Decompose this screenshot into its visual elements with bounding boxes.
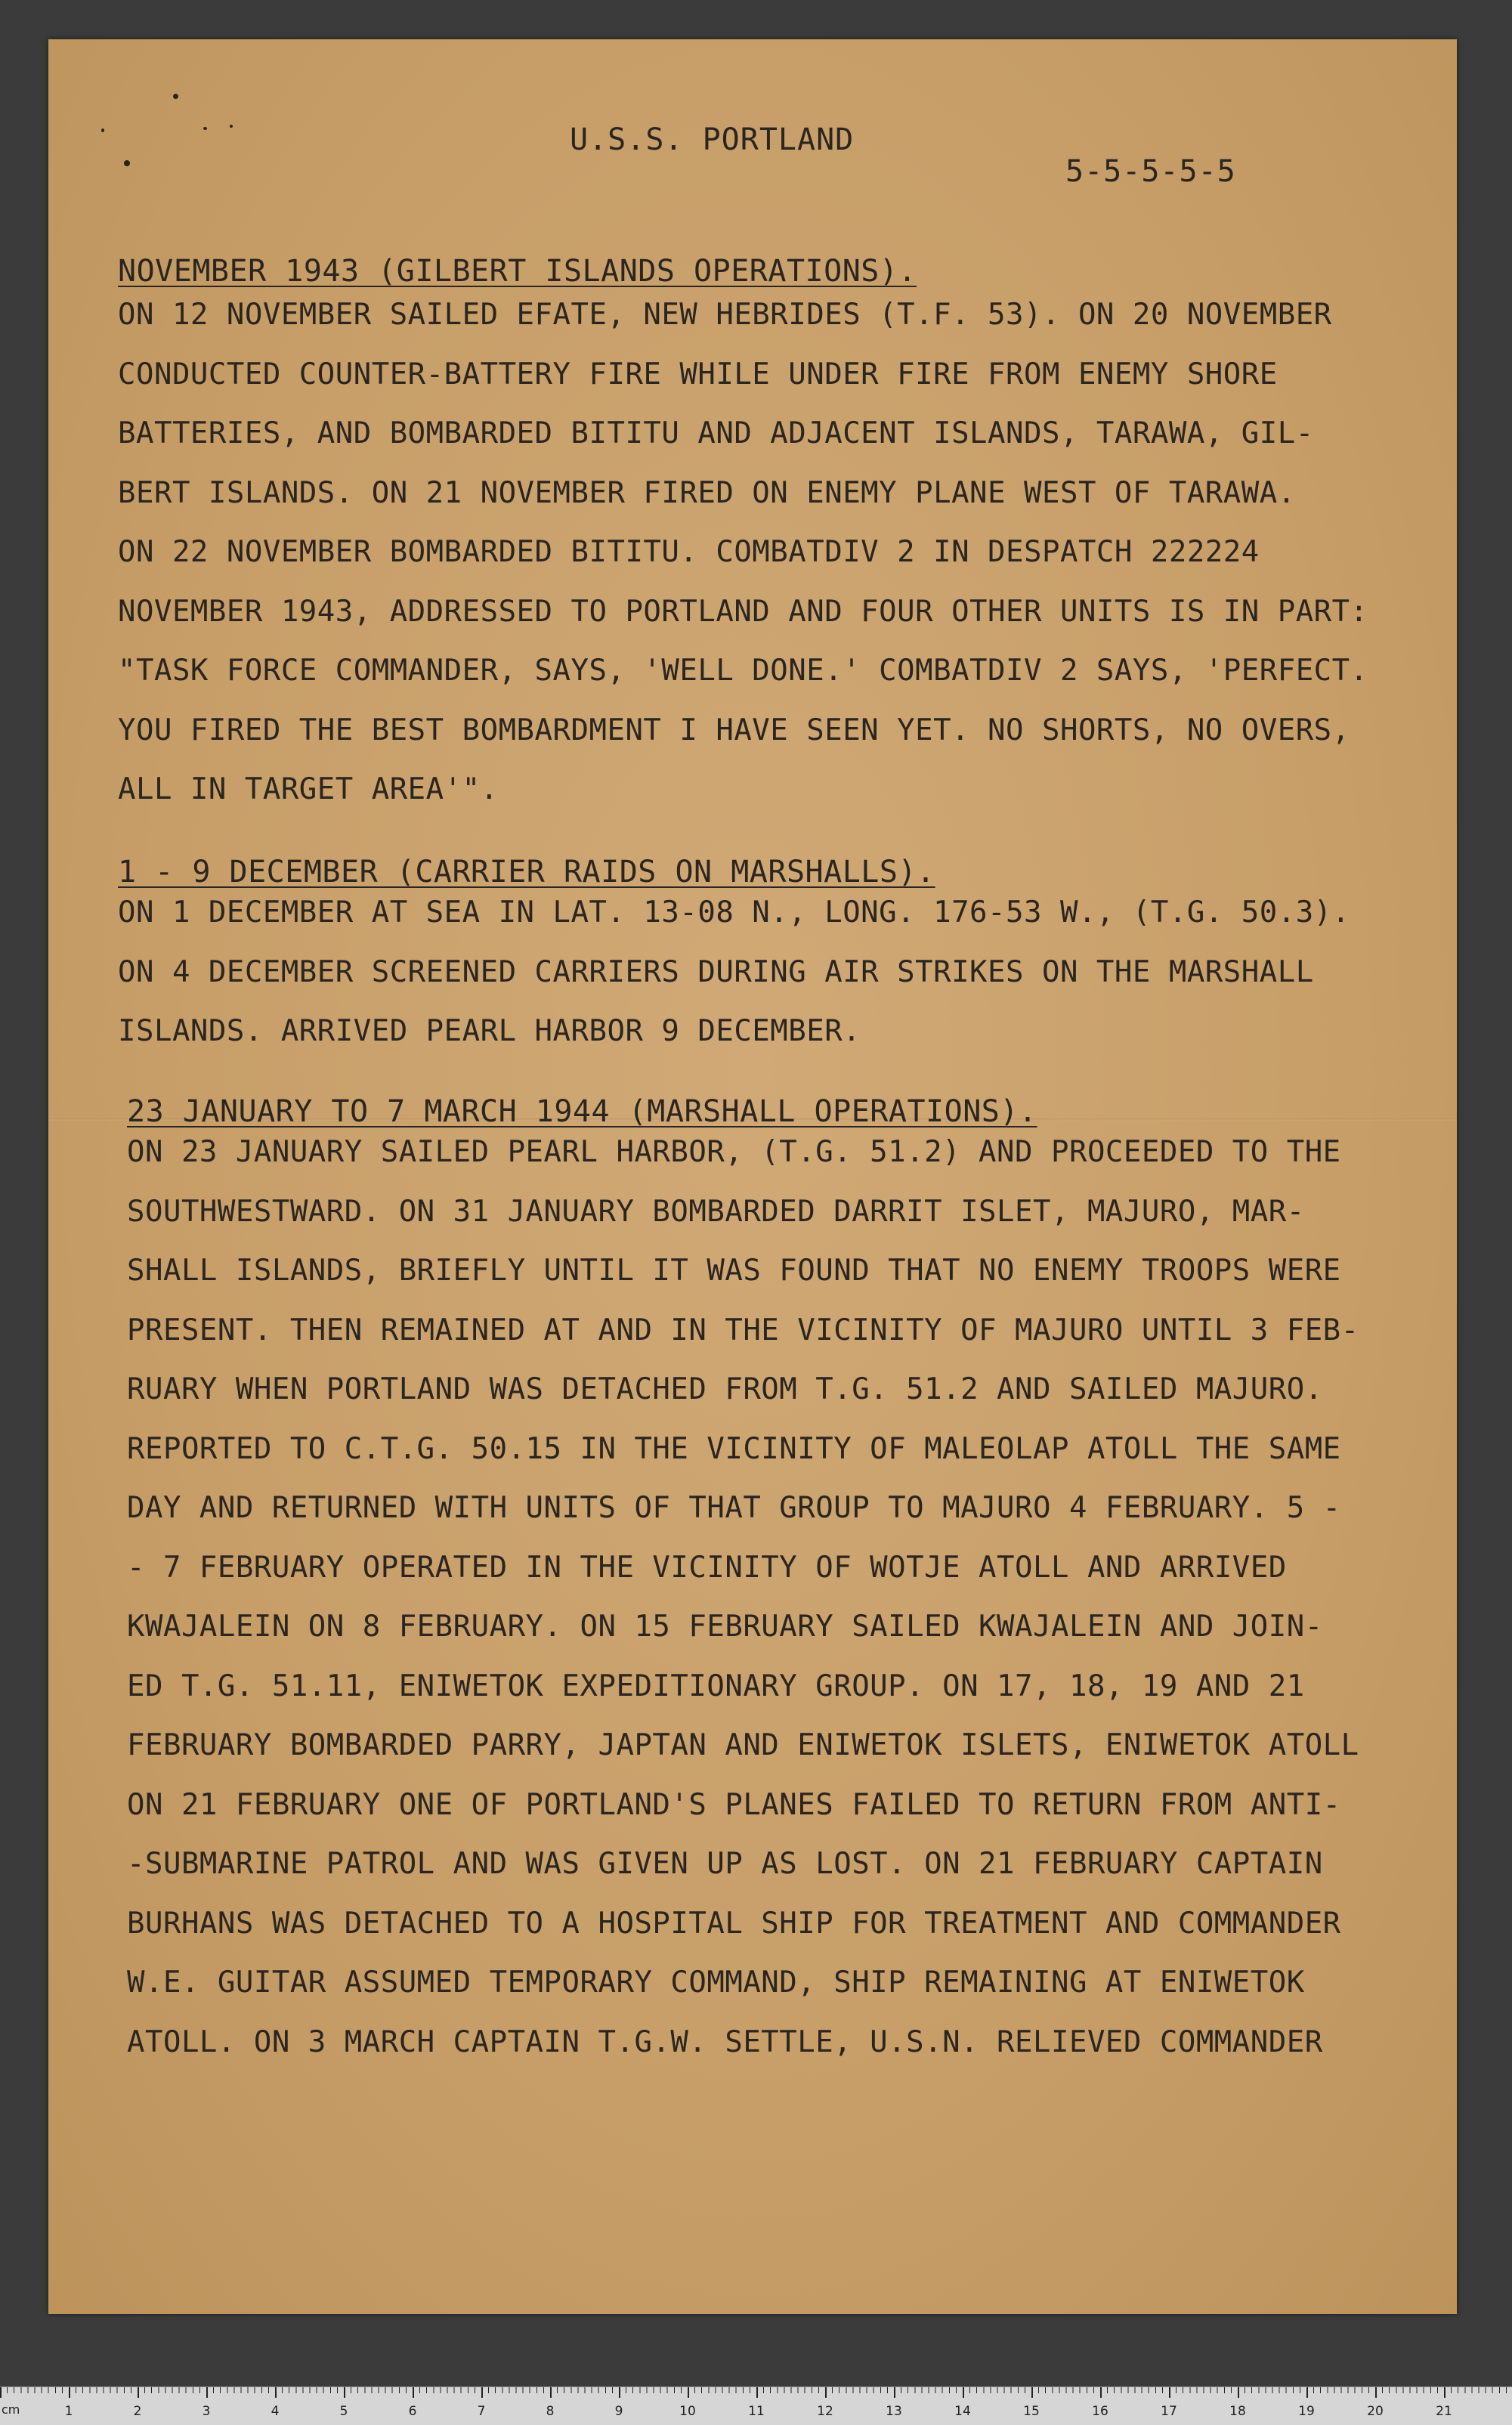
text-line: FEBRUARY BOMBARDED PARRY, JAPTAN AND ENIWETOK ISLETS, ENIWETOK ATOLL <box>127 1728 1359 1762</box>
page-code: 5-5-5-5-5 <box>1065 154 1236 189</box>
section-november-1943 <box>118 251 1402 820</box>
text-line: ON 23 JANUARY SAILED PEARL HARBOR, (T.G. 51.2) AND PROCEEDED TO THE <box>127 1135 1341 1169</box>
ruler-unit-label: cm <box>2 2402 20 2417</box>
ink-speck <box>173 94 178 99</box>
ruler-number: 5 <box>339 2404 348 2419</box>
text-line: RUARY WHEN PORTLAND WAS DETACHED FROM T.G. 51.2 AND SAILED MAJURO. <box>127 1372 1323 1406</box>
section-december <box>118 852 1402 1062</box>
text-line: PRESENT. THEN REMAINED AT AND IN THE VICINITY OF MAJURO UNTIL 3 FEB- <box>127 1313 1359 1347</box>
ink-speck <box>101 128 104 132</box>
ruler-number: 21 <box>1436 2404 1452 2419</box>
text-line: ISLANDS. ARRIVED PEARL HARBOR 9 DECEMBER. <box>118 1014 861 1048</box>
document-page <box>48 39 1457 2314</box>
ruler-number: 14 <box>954 2404 971 2419</box>
ruler-number: 8 <box>546 2404 555 2419</box>
ruler-number: 15 <box>1023 2404 1040 2419</box>
text-line: ON 12 NOVEMBER SAILED EFATE, NEW HEBRIDES (T.F. 53). ON 20 NOVEMBER <box>118 298 1332 332</box>
text-line: CONDUCTED COUNTER-BATTERY FIRE WHILE UNDER FIRE FROM ENEMY SHORE <box>118 357 1278 391</box>
text-line: ED T.G. 51.11, ENIWETOK EXPEDITIONARY GROUP. ON 17, 18, 19 AND 21 <box>127 1669 1305 1703</box>
text-line: -SUBMARINE PATROL AND WAS GIVEN UP AS LOST. ON 21 FEBRUARY CAPTAIN <box>127 1847 1323 1881</box>
ruler-number: 3 <box>202 2404 211 2419</box>
text-line: NOVEMBER 1943, ADDRESSED TO PORTLAND AND FOUR OTHER UNITS IS IN PART: <box>118 594 1368 629</box>
ruler-number: 18 <box>1229 2404 1246 2419</box>
text-line: BERT ISLANDS. ON 21 NOVEMBER FIRED ON ENEMY PLANE WEST OF TARAWA. <box>118 475 1296 510</box>
text-line: KWAJALEIN ON 8 FEBRUARY. ON 15 FEBRUARY SAILED KWAJALEIN AND JOIN- <box>127 1610 1323 1644</box>
text-line: "TASK FORCE COMMANDER, SAYS, 'WELL DONE.' COMBATDIV 2 SAYS, 'PERFECT. <box>118 654 1368 688</box>
text-line: SOUTHWESTWARD. ON 31 JANUARY BOMBARDED DARRIT ISLET, MAJURO, MAR- <box>127 1194 1305 1229</box>
ruler-number: 20 <box>1367 2404 1384 2419</box>
ink-speck <box>203 127 207 130</box>
text-line: ON 21 FEBRUARY ONE OF PORTLAND'S PLANES FAILED TO RETURN FROM ANTI- <box>127 1787 1341 1822</box>
text-line: SHALL ISLANDS, BRIEFLY UNTIL IT WAS FOUND THAT NO ENEMY TROOPS WERE <box>127 1254 1341 1288</box>
measurement-ruler <box>0 2386 1512 2425</box>
ruler-number: 17 <box>1161 2404 1177 2419</box>
section-title: 23 JANUARY TO 7 MARCH 1944 (MARSHALL OPERATIONS). <box>127 1094 1037 1129</box>
ruler-number: 1 <box>64 2404 73 2419</box>
text-line: ON 4 DECEMBER SCREENED CARRIERS DURING AIR STRIKES ON THE MARSHALL <box>118 954 1314 989</box>
ink-speck <box>230 125 233 128</box>
section-title: NOVEMBER 1943 (GILBERT ISLANDS OPERATIONS). <box>118 254 917 289</box>
text-line: BATTERIES, AND BOMBARDED BITITU AND ADJACENT ISLANDS, TARAWA, GIL- <box>118 416 1314 450</box>
ruler-number: 11 <box>748 2404 765 2419</box>
text-line: W.E. GUITAR ASSUMED TEMPORARY COMMAND, SHIP REMAINING AT ENIWETOK <box>127 1966 1305 2000</box>
ruler-number: 19 <box>1298 2404 1315 2419</box>
text-line: ON 1 DECEMBER AT SEA IN LAT. 13-08 N., LONG. 176-53 W., (T.G. 50.3). <box>118 895 1350 929</box>
ruler-number: 7 <box>477 2404 486 2419</box>
ruler-number: 13 <box>886 2404 902 2419</box>
ink-speck <box>124 160 130 166</box>
text-line: ATOLL. ON 3 MARCH CAPTAIN T.G.W. SETTLE, U.S.N. RELIEVED COMMANDER <box>127 2024 1323 2059</box>
section-title: 1 - 9 DECEMBER (CARRIER RAIDS ON MARSHALLS). <box>118 855 935 889</box>
text-line: BURHANS WAS DETACHED TO A HOSPITAL SHIP FOR TREATMENT AND COMMANDER <box>127 1906 1341 1941</box>
ruler-number: 6 <box>408 2404 417 2419</box>
text-line: REPORTED TO C.T.G. 50.15 IN THE VICINITY OF MALEOLAP ATOLL THE SAME <box>127 1431 1341 1466</box>
ruler-ticks <box>0 2387 1512 2398</box>
text-line: YOU FIRED THE BEST BOMBARDMENT I HAVE SEEN YET. NO SHORTS, NO OVERS, <box>118 713 1350 747</box>
text-line: ON 22 NOVEMBER BOMBARDED BITITU. COMBATDIV 2 IN DESPATCH 222224 <box>118 535 1260 569</box>
ruler-number: 4 <box>271 2404 280 2419</box>
text-line: - 7 FEBRUARY OPERATED IN THE VICINITY OF WOTJE ATOLL AND ARRIVED <box>127 1550 1287 1585</box>
ruler-number: 2 <box>133 2404 142 2419</box>
ruler-number: 12 <box>817 2404 833 2419</box>
document-title: U.S.S. PORTLAND <box>570 122 855 157</box>
section-marshall-operations <box>127 1091 1412 2072</box>
ruler-number: 9 <box>614 2404 623 2419</box>
text-line: ALL IN TARGET AREA'". <box>118 772 499 806</box>
text-line: DAY AND RETURNED WITH UNITS OF THAT GROUP TO MAJURO 4 FEBRUARY. 5 - <box>127 1491 1341 1525</box>
ruler-number: 16 <box>1092 2404 1108 2419</box>
ruler-number: 10 <box>679 2404 696 2419</box>
